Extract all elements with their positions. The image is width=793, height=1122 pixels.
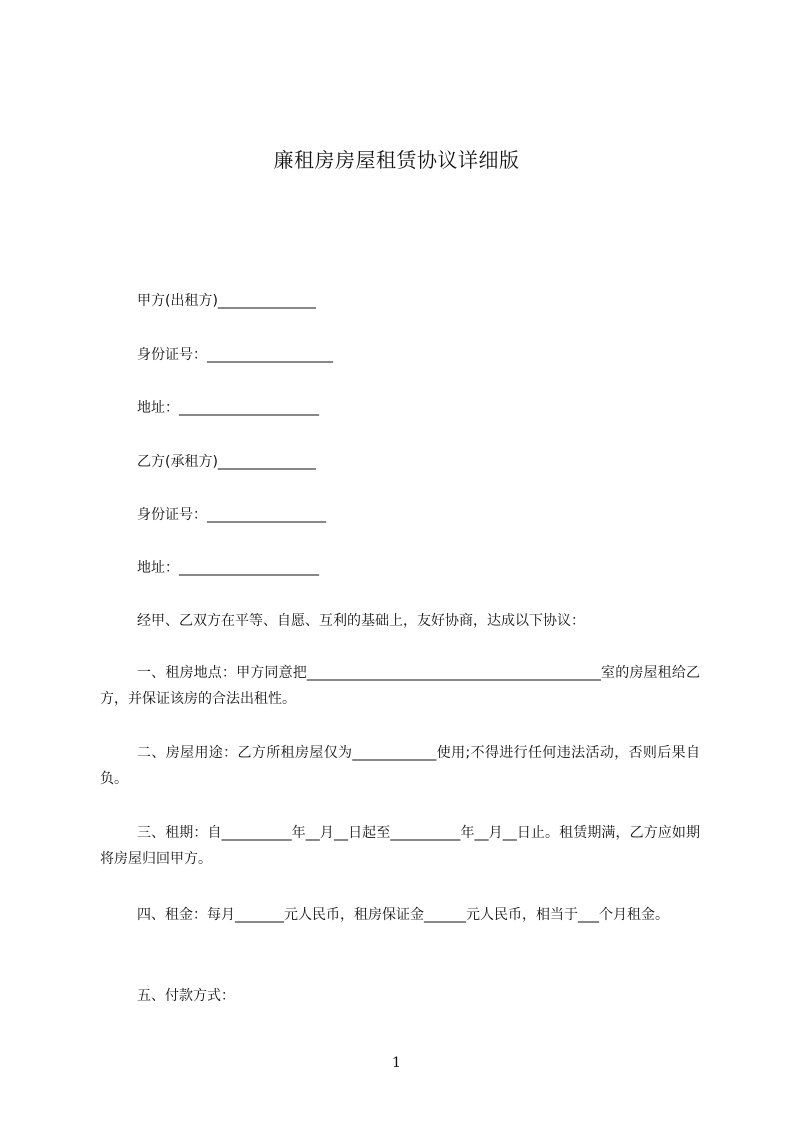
party-b-address-field: 地址：____________________ [137, 560, 319, 576]
intro-paragraph: 经甲、乙双方在平等、自愿、互利的基础上，友好协商，达成以下协议： [137, 613, 585, 629]
party-a-address-field: 地址：____________________ [137, 400, 319, 416]
party-b-id-field: 身份证号：_________________ [137, 507, 326, 523]
party-b-field: 乙方(承租方)______________ [137, 454, 316, 470]
clause-payment-method: 五、付款方式： [137, 988, 235, 1004]
clause-location: 一、租房地点：甲方同意把__________________________________________室的房屋租给乙方，并保证该房的合法出租性。 [100, 665, 700, 707]
page-number: 1 [392, 1055, 401, 1071]
clause-usage: 二、房屋用途：乙方所租房屋仅为____________使用;不得进行任何违法活动，否则后果自负。 [100, 745, 700, 787]
party-a-id-field: 身份证号：__________________ [137, 347, 333, 363]
party-a-field: 甲方(出租方)______________ [137, 293, 316, 309]
document-title: 廉租房房屋租赁协议详细版 [273, 148, 520, 172]
clause-rent: 四、租金：每月_______元人民币，租房保证金______元人民币，相当于___个月租金。 [137, 907, 669, 923]
clause-term: 三、租期：自__________年__月__日起至__________年__月__日止。租赁期满，乙方应如期将房屋归回甲方。 [100, 825, 700, 867]
